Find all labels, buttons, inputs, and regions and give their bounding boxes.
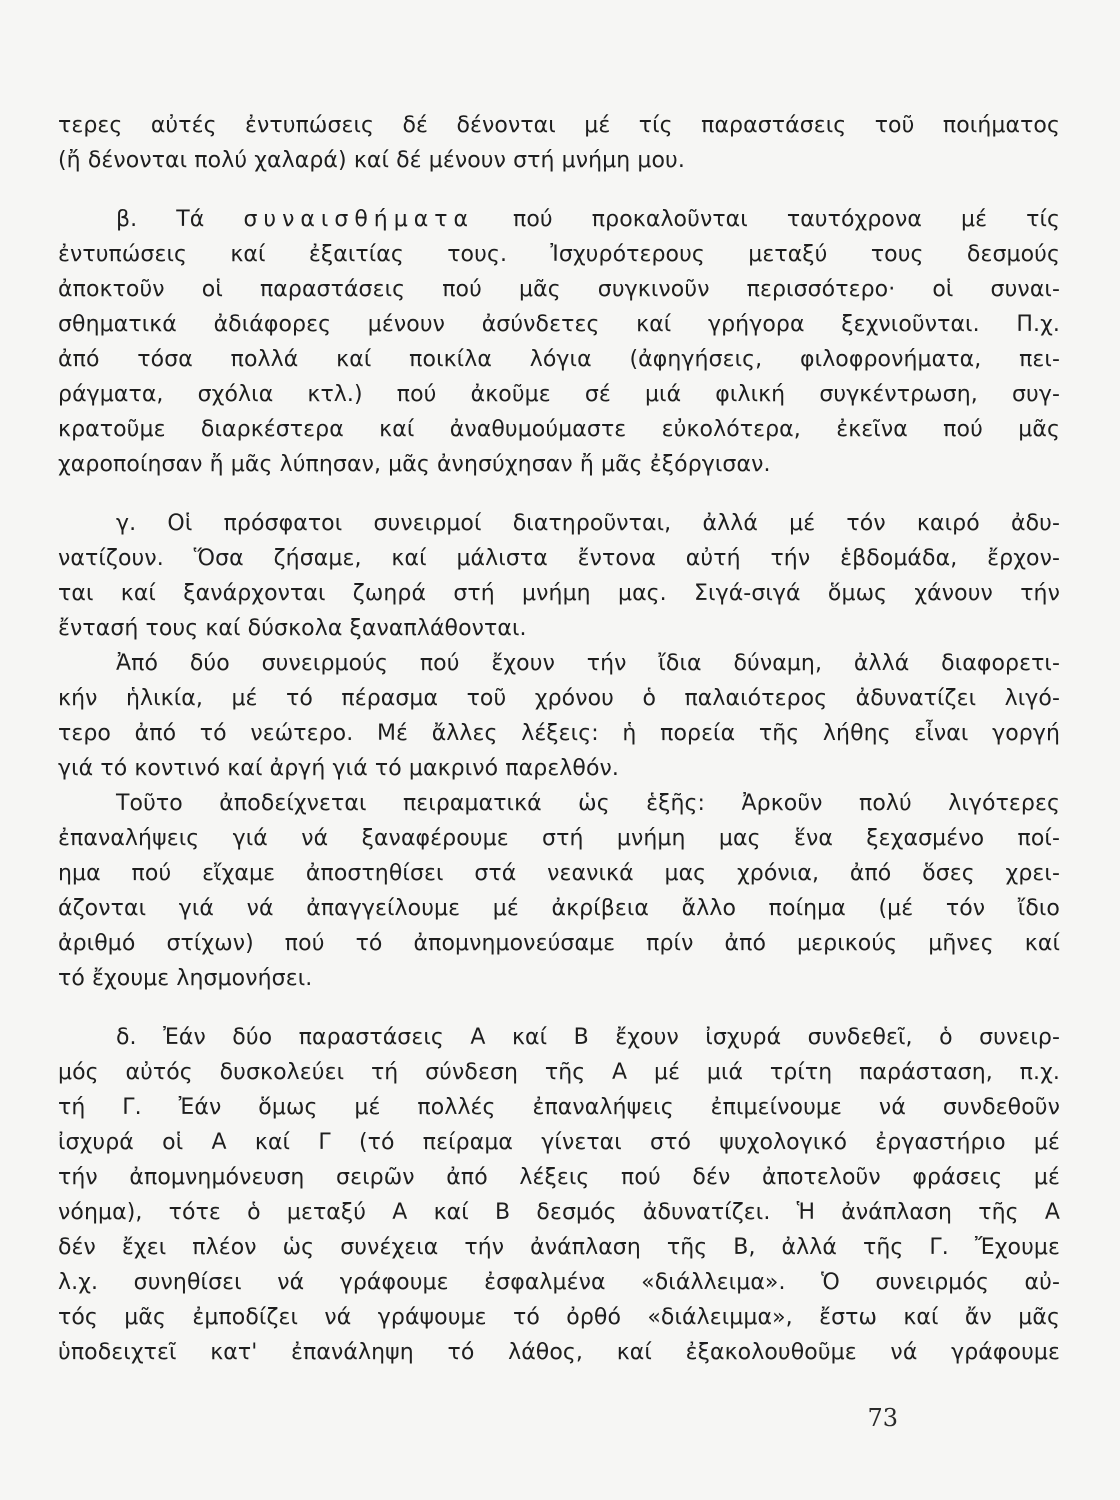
text-line: ἀριθμό στίχων) πού τό ἀπομνημονεύσαμε πρίν ἀπό μερικούς μῆνες καί	[58, 931, 1060, 956]
emphasized-word: συναισθήματα	[243, 207, 474, 232]
text-line-section-b	[58, 202, 1060, 237]
text-line-section-d: δ. Ἐάν δύο παραστάσεις Α καί Β ἔχουν ἰσχυρά συνδεθεῖ, ὁ συνειρ-	[116, 1025, 1060, 1050]
text-line: ἔντασή τους καί δύσκολα ξαναπλάθονται.	[58, 616, 527, 641]
text-line: λ.χ. συνηθίσει νά γράφουμε ἐσφαλμένα «διάλλειμα». Ὁ συνειρμός αὐ-	[58, 1270, 1060, 1295]
paragraph-gap	[58, 178, 1060, 202]
text-line: ὑποδειχτεῖ κατ' ἐπανάληψη τό λάθος, καί ἐξακολουθοῦμε νά γράφουμε	[58, 1340, 1060, 1365]
text-line: ράγματα, σχόλια κτλ.) πού ἀκοῦμε σέ μιά φιλική συγκέντρωση, συγ-	[58, 382, 1060, 407]
text-line: νατίζουν. Ὅσα ζήσαμε, καί μάλιστα ἔντονα αὐτή τήν ἑβδομάδα, ἔρχον-	[58, 546, 1060, 571]
text-line: ἀπό τόσα πολλά καί ποικίλα λόγια (ἀφηγήσεις, φιλοφρονήματα, πει-	[58, 347, 1060, 372]
text-line: ἀποκτοῦν οἱ παραστάσεις πού μᾶς συγκινοῦν περισσότερο· οἱ συναι-	[58, 277, 1060, 302]
section-b-start: β. Τά	[116, 207, 205, 232]
text-line: τός μᾶς ἐμποδίζει νά γράψουμε τό ὀρθό «διάλειμμα», ἔστω καί ἄν μᾶς	[58, 1305, 1060, 1330]
section-b-rest: πού προκαλοῦνται ταυτόχρονα μέ τίς	[513, 207, 1061, 232]
text-line: τερο ἀπό τό νεώτερο. Μέ ἄλλες λέξεις: ἡ πορεία τῆς λήθης εἶναι γοργή	[58, 721, 1060, 746]
text-line: νόημα), τότε ὁ μεταξύ Α καί Β δεσμός ἀδυνατίζει. Ἡ ἀνάπλαση τῆς Α	[58, 1200, 1060, 1225]
paragraph-gap	[58, 482, 1060, 506]
text-line: ἐντυπώσεις καί ἐξαιτίας τους. Ἰσχυρότερους μεταξύ τους δεσμούς	[58, 242, 1060, 267]
text-line: κήν ἡλικία, μέ τό πέρασμα τοῦ χρόνου ὁ παλαιότερος ἀδυνατίζει λιγό-	[58, 686, 1060, 711]
text-line: Ἀπό δύο συνειρμούς πού ἔχουν τήν ἴδια δύναμη, ἀλλά διαφορετι-	[116, 651, 1060, 676]
text-line: (ἤ δένονται πολύ χαλαρά) καί δέ μένουν στή μνήμη μου.	[58, 148, 685, 173]
text-line: γιά τό κοντινό καί ἀργή γιά τό μακρινό παρελθόν.	[58, 756, 620, 781]
text-line: τό ἔχουμε λησμονήσει.	[58, 966, 313, 991]
text-line-section-c: γ. Οἱ πρόσφατοι συνειρμοί διατηροῦνται, ἀλλά μέ τόν καιρό ἀδυ-	[116, 511, 1060, 536]
text-line: ἰσχυρά οἱ Α καί Γ (τό πείραμα γίνεται στό ψυχολογικό ἐργαστήριο μέ	[58, 1130, 1060, 1155]
text-line: ται καί ξανάρχονται ζωηρά στή μνήμη μας. Σιγά-σιγά ὅμως χάνουν τήν	[58, 581, 1060, 606]
text-line: σθηματικά ἀδιάφορες μένουν ἀσύνδετες καί γρήγορα ξεχνιοῦνται. Π.χ.	[58, 312, 1060, 337]
text-line: ημα πού εἴχαμε ἀποστηθίσει στά νεανικά μας χρόνια, ἀπό ὅσες χρει-	[58, 861, 1060, 886]
text-line: χαροποίησαν ἤ μᾶς λύπησαν, μᾶς ἀνησύχησαν ἤ μᾶς ἐξόργισαν.	[58, 452, 771, 477]
page-number: 73	[867, 1404, 898, 1432]
paragraph-gap	[58, 996, 1060, 1020]
text-line: ἐπαναλήψεις γιά νά ξαναφέρουμε στή μνήμη μας ἕνα ξεχασμένο ποί-	[58, 826, 1060, 851]
text-line: τή Γ. Ἐάν ὅμως μέ πολλές ἐπαναλήψεις ἐπιμείνουμε νά συνδεθοῦν	[58, 1095, 1060, 1120]
text-line: μός αὐτός δυσκολεύει τή σύνδεση τῆς Α μέ μιά τρίτη παράσταση, π.χ.	[58, 1060, 1060, 1085]
text-line: Τοῦτο ἀποδείχνεται πειραματικά ὡς ἑξῆς: Ἀρκοῦν πολύ λιγότερες	[116, 791, 1060, 816]
body-text	[58, 108, 1060, 1370]
text-line: τερες αὐτές ἐντυπώσεις δέ δένονται μέ τίς παραστάσεις τοῦ ποιήματος	[58, 113, 1060, 138]
text-line: δέν ἔχει πλέον ὡς συνέχεια τήν ἀνάπλαση τῆς Β, ἀλλά τῆς Γ. Ἔχουμε	[58, 1235, 1060, 1260]
text-line: τήν ἀπομνημόνευση σειρῶν ἀπό λέξεις πού δέν ἀποτελοῦν φράσεις μέ	[58, 1165, 1060, 1190]
text-line: κρατοῦμε διαρκέστερα καί ἀναθυμούμαστε εὐκολότερα, ἐκεῖνα πού μᾶς	[58, 417, 1060, 442]
text-line: άζονται γιά νά ἀπαγγείλουμε μέ ἀκρίβεια ἄλλο ποίημα (μέ τόν ἴδιο	[58, 896, 1060, 921]
